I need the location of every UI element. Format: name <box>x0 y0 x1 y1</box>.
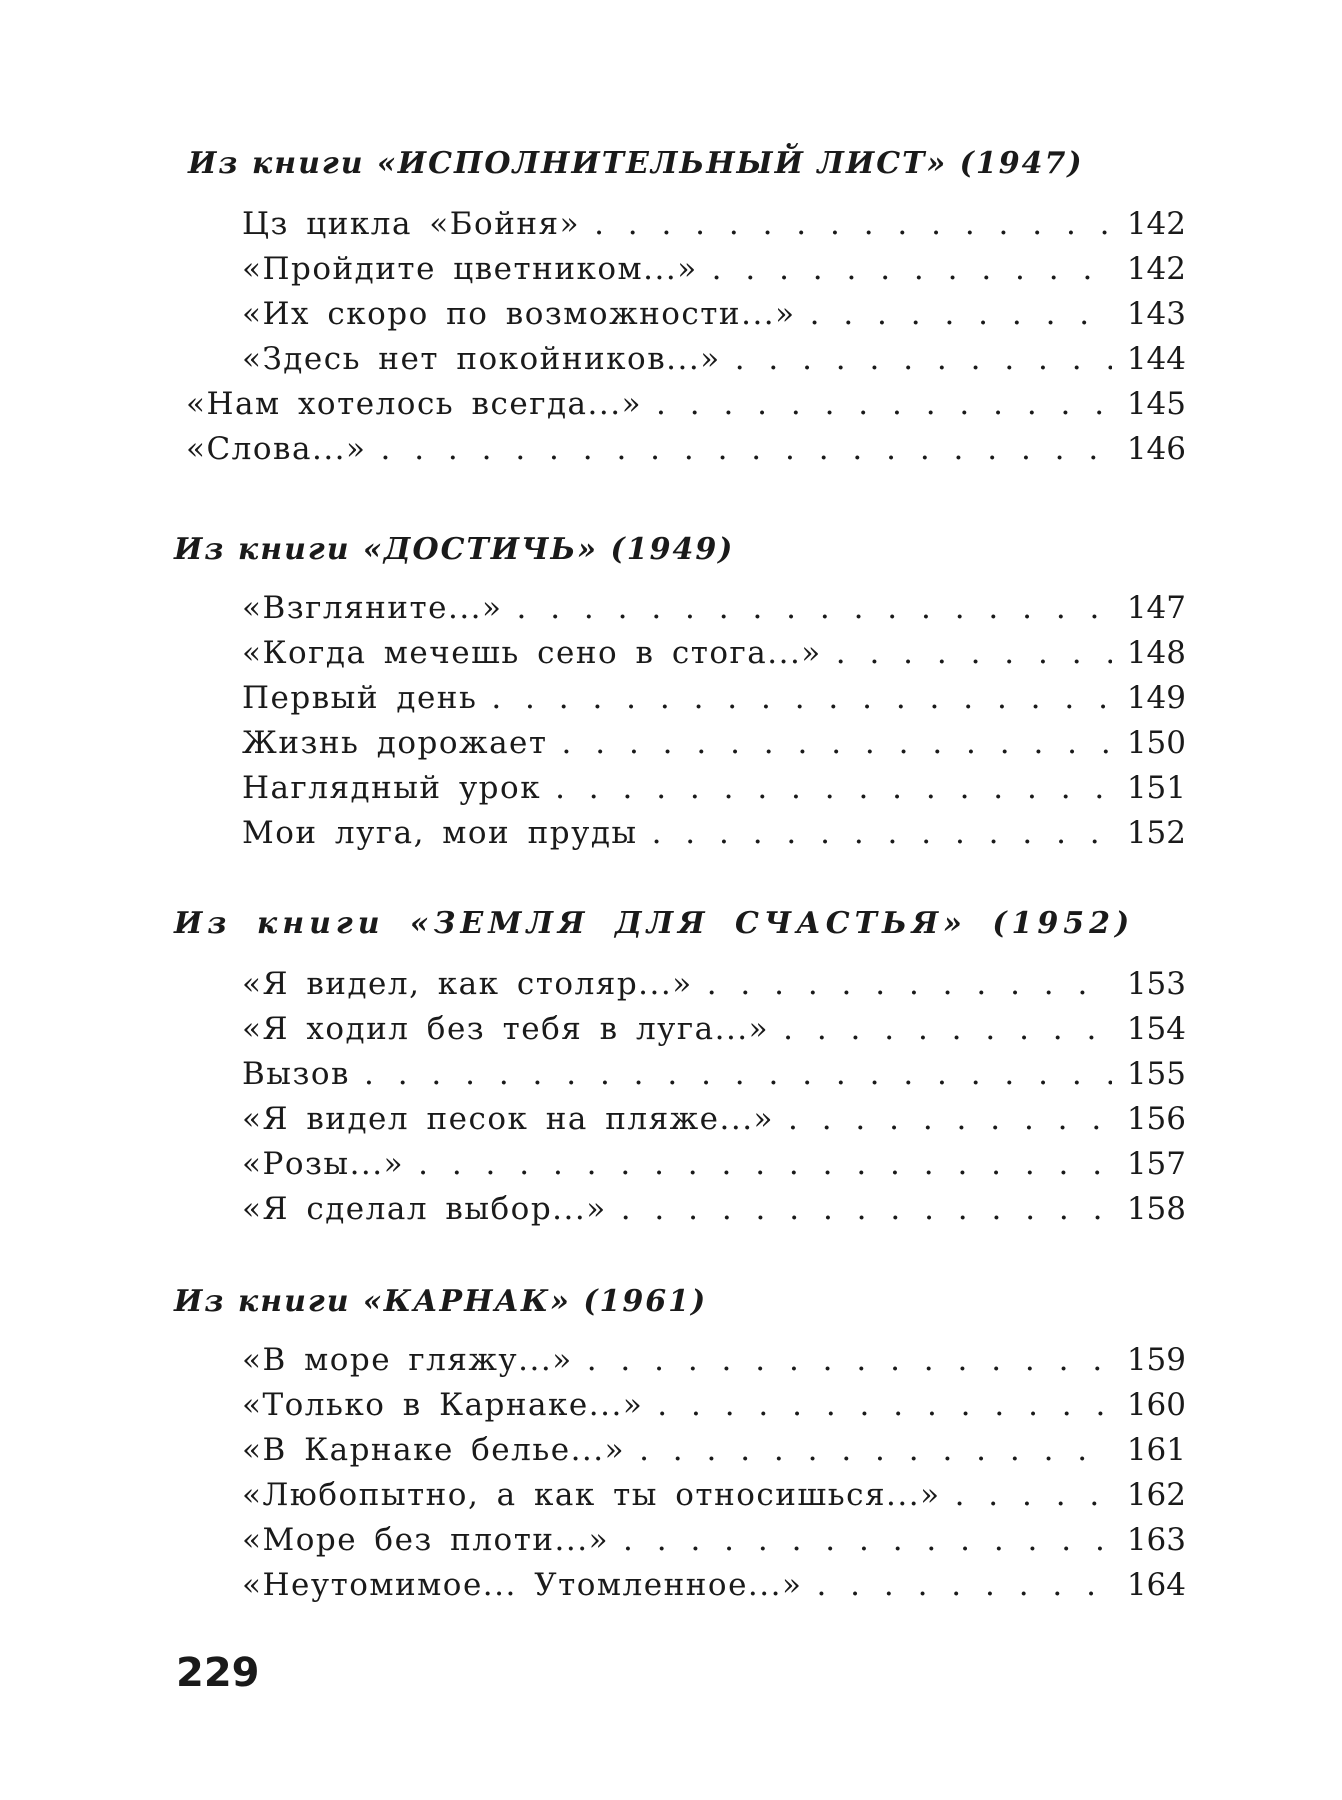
toc-entry <box>242 815 1186 860</box>
entry-title: «В море гляжу...» <box>242 1342 573 1378</box>
entry-title: «Пройдите цветником...» <box>242 251 698 287</box>
dot-leader <box>783 1011 1112 1047</box>
dot-leader <box>555 770 1112 806</box>
dot-leader <box>707 966 1112 1002</box>
dot-leader <box>652 815 1112 851</box>
entry-page-number: 150 <box>1126 725 1186 761</box>
dot-leader <box>810 296 1112 332</box>
entry-page-number: 144 <box>1126 341 1186 377</box>
dot-leader <box>656 386 1112 422</box>
entry-title: «Слова...» <box>186 431 367 467</box>
dot-leader <box>623 1522 1112 1558</box>
entry-title: «Когда мечешь сено в стога...» <box>242 635 822 671</box>
entry-title: «В Карнаке белье...» <box>242 1432 626 1468</box>
entry-title: «Я видел песок на пляже...» <box>242 1101 775 1137</box>
section-heading: Из книги «ДОСТИЧЬ» (1949) <box>174 532 735 567</box>
entry-page-number: 149 <box>1126 680 1186 716</box>
dot-leader <box>562 725 1112 761</box>
dot-leader <box>587 1342 1112 1378</box>
toc-entry <box>242 590 1186 635</box>
toc-entry <box>242 635 1186 680</box>
toc-entry <box>186 431 1186 476</box>
toc-entry <box>242 770 1186 815</box>
entry-page-number: 146 <box>1126 431 1186 467</box>
toc-entry <box>242 1522 1186 1567</box>
entry-page-number: 145 <box>1126 386 1186 422</box>
entry-page-number: 151 <box>1126 770 1186 806</box>
toc-entry <box>242 1101 1186 1146</box>
dot-leader <box>594 206 1112 242</box>
entry-title: «Их скоро по возможности...» <box>242 296 796 332</box>
dot-leader <box>381 431 1112 467</box>
entry-title: Вызов <box>242 1056 350 1092</box>
entry-page-number: 163 <box>1126 1522 1186 1558</box>
toc-entry <box>242 1387 1186 1432</box>
dot-leader <box>657 1387 1112 1423</box>
entry-page-number: 143 <box>1126 296 1186 332</box>
dot-leader <box>836 635 1112 671</box>
toc-entry <box>242 966 1186 1011</box>
dot-leader <box>491 680 1112 716</box>
toc-entry <box>242 1477 1186 1522</box>
toc-entry <box>242 725 1186 770</box>
entry-title: «Розы...» <box>242 1146 405 1182</box>
toc-entry <box>242 680 1186 725</box>
dot-leader <box>816 1567 1112 1603</box>
dot-leader <box>364 1056 1112 1092</box>
dot-leader <box>517 590 1113 626</box>
entry-page-number: 142 <box>1126 251 1186 287</box>
entry-page-number: 142 <box>1126 206 1186 242</box>
entry-title: Жизнь дорожает <box>242 725 548 761</box>
page-number: 229 <box>176 1650 260 1696</box>
entry-title: «Неутомимое... Утомленное...» <box>242 1567 803 1603</box>
entry-title: Мои луга, мои пруды <box>242 815 638 851</box>
entry-title: «Я сделал выбор...» <box>242 1191 607 1227</box>
entry-page-number: 156 <box>1126 1101 1186 1137</box>
toc-entry <box>242 1342 1186 1387</box>
entry-page-number: 161 <box>1126 1432 1186 1468</box>
entry-page-number: 155 <box>1126 1056 1186 1092</box>
section-heading: Из книги «ЗЕМЛЯ ДЛЯ СЧАСТЬЯ» (1952) <box>174 906 1135 941</box>
toc-entry <box>242 1146 1186 1191</box>
toc-entry <box>242 341 1186 386</box>
toc-entry <box>242 1432 1186 1477</box>
entry-page-number: 152 <box>1126 815 1186 851</box>
entry-title: «Здесь нет покойников...» <box>242 341 721 377</box>
entry-title: «Я ходил без тебя в луга...» <box>242 1011 770 1047</box>
entry-page-number: 147 <box>1126 590 1186 626</box>
entry-page-number: 153 <box>1126 966 1186 1002</box>
entry-page-number: 148 <box>1126 635 1186 671</box>
toc-entry <box>242 206 1186 251</box>
entry-title: «Я видел, как столяр...» <box>242 966 693 1002</box>
entry-page-number: 160 <box>1126 1387 1186 1423</box>
entry-page-number: 159 <box>1126 1342 1186 1378</box>
dot-leader <box>418 1146 1112 1182</box>
dot-leader <box>621 1191 1112 1227</box>
entry-title: Цз цикла «Бойня» <box>242 206 581 242</box>
toc-entry <box>242 1011 1186 1056</box>
entry-title: Наглядный урок <box>242 770 542 806</box>
entry-title: «Море без плоти...» <box>242 1522 610 1558</box>
entry-title: «Только в Карнаке...» <box>242 1387 644 1423</box>
entry-page-number: 164 <box>1126 1567 1186 1603</box>
entry-title: «Взгляните...» <box>242 590 503 626</box>
toc-entry <box>242 251 1186 296</box>
entry-title: Первый день <box>242 680 478 716</box>
toc-entry <box>242 296 1186 341</box>
dot-leader <box>955 1477 1112 1513</box>
entry-page-number: 158 <box>1126 1191 1186 1227</box>
dot-leader <box>712 251 1112 287</box>
entry-page-number: 157 <box>1126 1146 1186 1182</box>
section-heading: Из книги «КАРНАК» (1961) <box>174 1284 708 1319</box>
toc-entry <box>242 1567 1186 1612</box>
dot-leader <box>735 341 1112 377</box>
toc-entry <box>242 1056 1186 1101</box>
section-heading: Из книги «ИСПОЛНИТЕЛЬНЫЙ ЛИСТ» (1947) <box>188 146 1084 181</box>
entry-title: «Нам хотелось всегда...» <box>186 386 643 422</box>
dot-leader <box>788 1101 1112 1137</box>
entry-page-number: 154 <box>1126 1011 1186 1047</box>
entry-title: «Любопытно, а как ты относишься...» <box>242 1477 941 1513</box>
dot-leader <box>639 1432 1112 1468</box>
toc-entry <box>242 1191 1186 1236</box>
toc-entry <box>186 386 1186 431</box>
entry-page-number: 162 <box>1126 1477 1186 1513</box>
